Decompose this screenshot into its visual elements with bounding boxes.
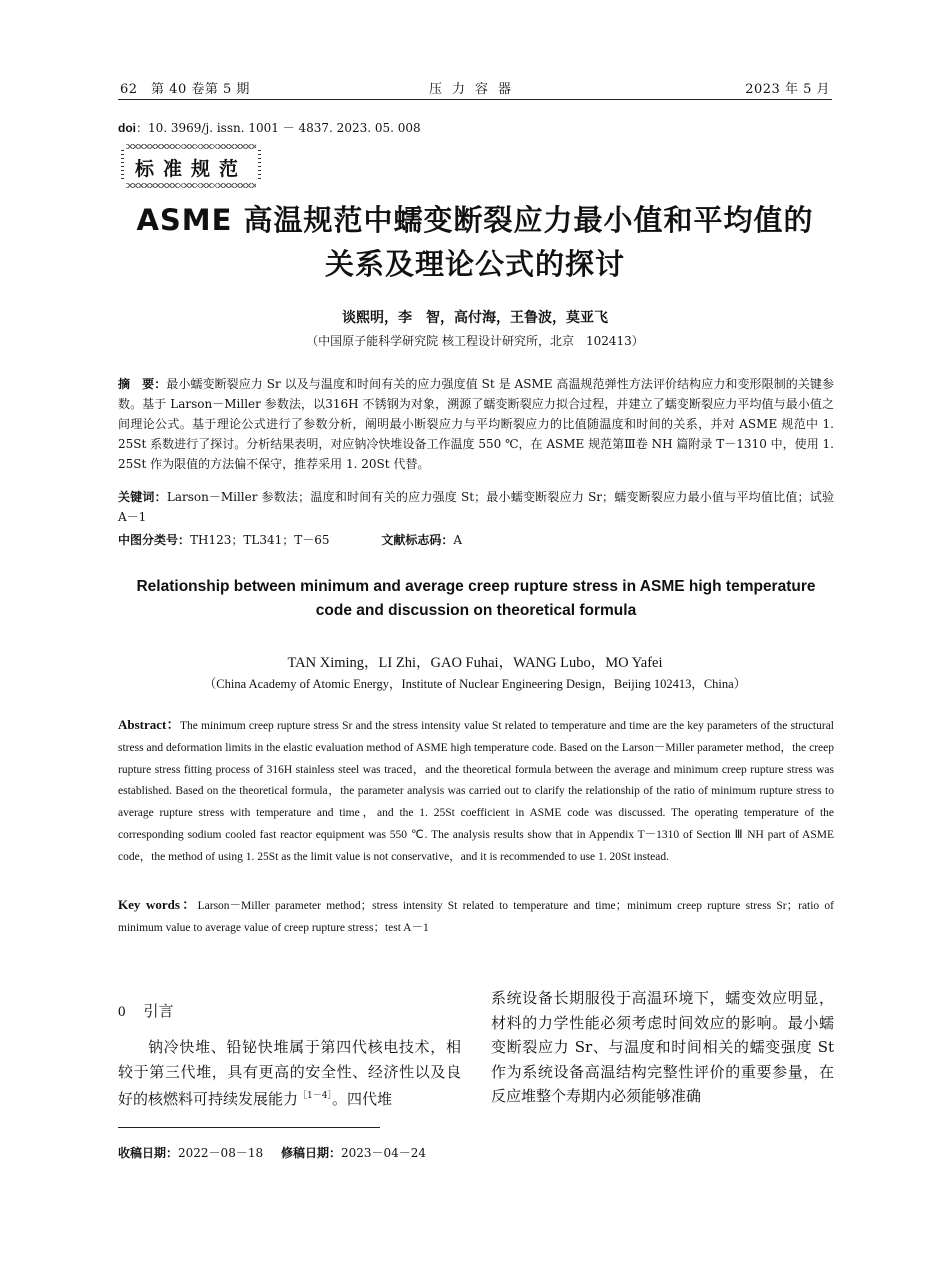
running-header-date: 2023 年 5 月 [745, 82, 830, 97]
footnote-rule [118, 1127, 380, 1128]
title-zh [0, 198, 950, 286]
running-header-journal: 压力容器 [428, 82, 521, 97]
running-header-left: 62 第 40 卷第 5 期 [120, 82, 250, 97]
abstract-en-label: Abstract： [118, 717, 180, 732]
footnote-dates [118, 1144, 426, 1161]
received-date: 2022－08－18 [178, 1146, 264, 1160]
affiliation-en: （China Academy of Atomic Energy，Institute of Nuclear Engineering Design，Beijing 102413，China） [203, 677, 747, 691]
clc-value: TH123；TL341；T－65 [190, 533, 330, 547]
column-badge [118, 142, 264, 190]
header-rule [118, 99, 832, 100]
doi-label: doi [118, 121, 136, 135]
revised-date: 2023－04－24 [340, 1146, 427, 1160]
section-number: 0 [118, 1004, 126, 1020]
keywords-zh-label: 关键词： [118, 490, 167, 504]
keywords-zh-text: Larson－Miller 参数法；温度和时间有关的应力强度 St；最小蠕变断裂应力 Sr；蠕变断裂应力最小值与平均值比值；试验 A－1 [118, 490, 834, 524]
intro-left-text: 钠冷快堆、铅铋快堆属于第四代核电技术，相较于第三代堆，具有更高的安全性、经济性以及良好的核燃料可持续发展能力 [118, 1038, 461, 1108]
intro-left-tail: 。四代堆 [331, 1090, 392, 1108]
badge-border-top [126, 144, 256, 149]
classification-zh [118, 530, 834, 550]
authors-en: TAN Ximing，LI Zhi，GAO Fuhai，WANG Lubo，MO Yafei [287, 655, 663, 671]
intro-paragraph-left [118, 1035, 461, 1112]
column-badge-label: 标准规范 [134, 158, 247, 180]
citation-ref: ［1－4］ [298, 1091, 332, 1101]
abstract-zh-label: 摘 要： [118, 377, 167, 391]
badge-border-bottom [126, 183, 256, 188]
authors-zh: 谈熙明，李 智，高付海，王鲁波，莫亚飞 [342, 310, 608, 326]
abstract-en-text: The minimum creep rupture stress Sr and the stress intensity value St related to temperature and time are the key parameters of the structural stress and deformation limits in the elastic evaluation method of ASME high temperature code. Based on the Larson－Miller parameter method，the creep rupture stress fitting process of 316H stainless steel was traced，and the theoretical formula between the average and minimum creep rupture stress was established. Based on the theoretical formula，the parameter analysis was carried out to clarify the relationship of the ratio of minimum rupture stress to average rupture stress with temperature and time，and the 1. 25St coefficient in ASME code was discussed. The operating temperature of the corresponding sodium cooled fast reactor equipment was 550 ℃. The analysis results show that in Appendix T－1310 of Section Ⅲ NH part of ASME code，the method of using 1. 25St as the limit value is not conservative，and it is recommended to use 1. 20St instead. [118, 720, 834, 863]
doi-value: ：10. 3969/j. issn. 1001 － 4837. 2023. 05. 008 [136, 121, 421, 135]
section-heading [118, 1000, 174, 1021]
abstract-zh [118, 374, 834, 474]
intro-paragraph-right: 系统设备长期服役于高温环境下，蠕变效应明显，材料的力学性能必须考虑时间效应的影响。最小蠕变断裂应力 Sr、与温度和时间相关的蠕变强度 St 作为系统设备高温结构完整性评价的重要参量，在反应堆整个寿期内必须能够准确 [491, 989, 834, 1105]
clc-label: 中图分类号： [118, 533, 191, 547]
keywords-en-text: Larson－Miller parameter method；stress intensity St related to temperature and time；minimum creep rupture stress Sr；ratio of minimum value to average value of creep rupture stress；test A－1 [118, 900, 834, 934]
abstract-en [118, 714, 834, 869]
keywords-en-label: Key words： [118, 897, 198, 912]
abstract-zh-text: 最小蠕变断裂应力 Sr 以及与温度和时间有关的应力强度值 St 是 ASME 高温规范弹性方法评价结构应力和变形限制的关键参数。基于 Larson－Miller 参数法，以316H 不锈钢为对象，溯源了蠕变断裂应力拟合过程，并建立了蠕变断裂应力平均值与最小值之间理论公式。基于理论公式进行了参数分析，阐明最小断裂应力与平均断裂应力的比值随温度和时间的关系，并对 ASME 规范中 1. 25St 系数进行了探讨。分析结果表明，对应钠冷快堆设备工作温度 550 ℃，在 ASME 规范第Ⅲ卷 NH 篇附录 T－1310 中，使用 1. 25St 作为限值的方法偏不保守，推荐采用 1. 20St 代替。 [118, 377, 834, 471]
title-en: Relationship between minimum and average creep rupture stress in ASME high temperature code and discussion on theoretical formula [136, 578, 816, 619]
received-label: 收稿日期： [118, 1146, 179, 1160]
revised-label: 修稿日期： [280, 1146, 341, 1160]
section-title: 引言 [143, 1002, 174, 1020]
keywords-en [118, 894, 834, 940]
title-zh-line1: ASME 高温规范中蠕变断裂应力最小值和平均值的 [136, 203, 814, 237]
doc-code-label: 文献标志码： [381, 533, 454, 547]
keywords-zh [118, 487, 834, 527]
title-zh-line2: 关系及理论公式的探讨 [324, 247, 625, 281]
doi-line [118, 119, 421, 136]
affiliation-zh: （中国原子能科学研究院 核工程设计研究所，北京 102413） [306, 334, 644, 348]
doc-code-value: A [453, 533, 463, 547]
